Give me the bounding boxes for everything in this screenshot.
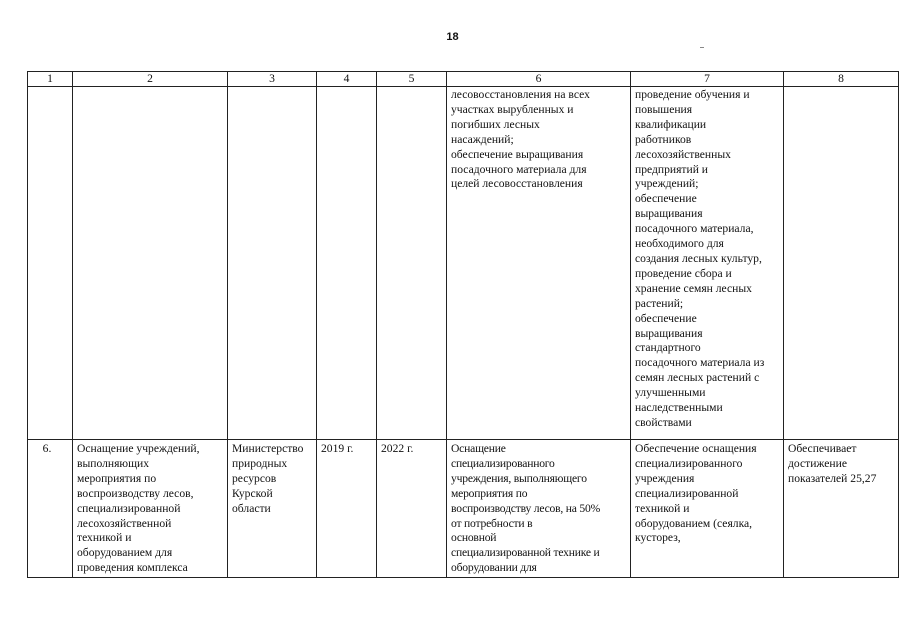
table-row-continuation	[28, 87, 899, 440]
cell-empty	[377, 87, 447, 440]
cell-expected-result: Оснащение специализированного учреждения, выполняющего мероприятия по воспроизводству лесов, на 50% от потребности в основной специализированной технике и оборудовании для	[447, 440, 631, 578]
header-col-7: 7	[631, 72, 784, 87]
header-col-1: 1	[28, 72, 73, 87]
header-col-2: 2	[73, 72, 228, 87]
header-col-8: 8	[784, 72, 899, 87]
header-col-5: 5	[377, 72, 447, 87]
cell-empty	[228, 87, 317, 440]
cell-row-number: 6.	[28, 440, 73, 578]
cell-start-year: 2019 г.	[317, 440, 377, 578]
page-number: 18	[446, 31, 459, 43]
cell-indicators: Обеспечивает достижение показателей 25,27	[784, 440, 899, 578]
cell-executor: Министерство природных ресурсов Курской области	[228, 440, 317, 578]
program-measures-table	[27, 71, 899, 578]
header-col-4: 4	[317, 72, 377, 87]
cell-empty	[73, 87, 228, 440]
cell-result-continued: лесовосстановления на всех участках вырубленных и погибших лесных насаждений; обеспечение выращивания посадочного материала для целей лесовосстановления	[447, 87, 631, 440]
header-col-6: 6	[447, 72, 631, 87]
table-row-6	[28, 440, 899, 578]
scan-mark	[700, 47, 704, 48]
cell-consequences-continued: проведение обучения и повышения квалификации работников лесохозяйственных предприятий и учреждений; обеспечение выращивания посадочного материала, необходимого для создания лесных культур, проведение сбора и хранение семян лесных растений; обеспечение выращивания стандартного посадочного материала из семян лесных растений с улучшенными наследственными свойствами	[631, 87, 784, 440]
cell-end-year: 2022 г.	[377, 440, 447, 578]
cell-empty	[784, 87, 899, 440]
cell-empty	[28, 87, 73, 440]
cell-consequences: Обеспечение оснащения специализированного учреждения специализированной техникой и оборудованием (сеялка, кусторез,	[631, 440, 784, 578]
header-col-3: 3	[228, 72, 317, 87]
table-header-row	[28, 72, 899, 87]
cell-empty	[317, 87, 377, 440]
cell-measure-name: Оснащение учреждений, выполняющих мероприятия по воспроизводству лесов, специализированной лесохозяйственной техникой и оборудованием для проведения комплекса	[73, 440, 228, 578]
